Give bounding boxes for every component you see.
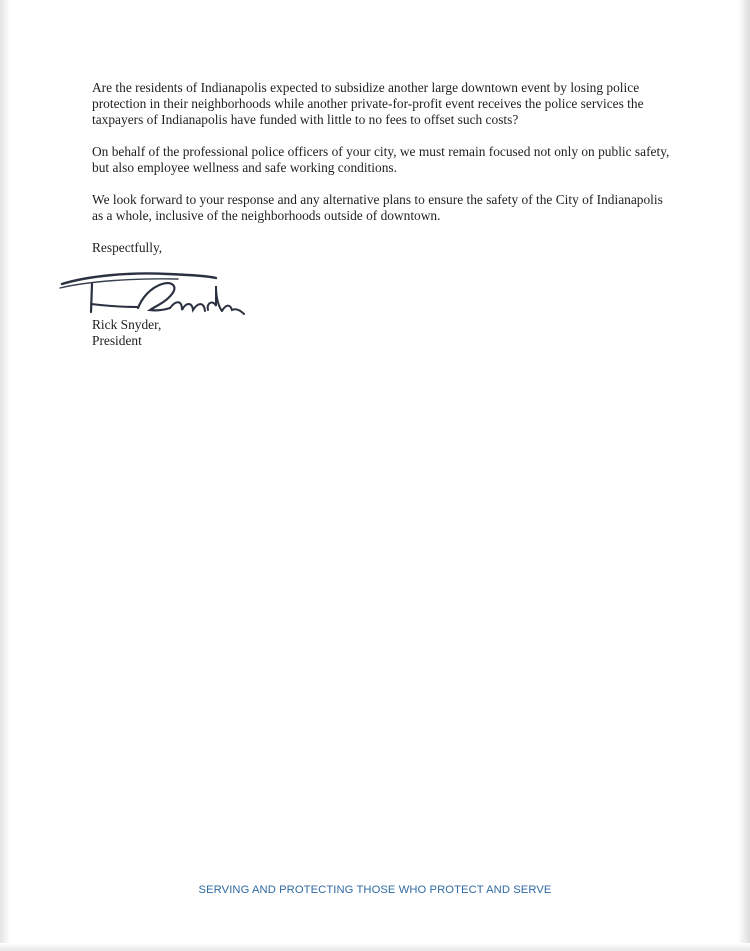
letter-body bbox=[92, 80, 672, 272]
signer-block bbox=[92, 317, 161, 349]
paragraph-officer-wellness: On behalf of the professional police officers of your city, we must remain focused not only on public safety, but also employee wellness and safe working conditions. bbox=[92, 144, 670, 175]
signer-name: Rick Snyder, bbox=[92, 317, 162, 332]
paragraph-response-request: We look forward to your response and any alternative plans to ensure the safety of the City of Indianapolis as a whole, inclusive of the neighborhoods outside of downtown. bbox=[92, 192, 663, 223]
signer-title: President bbox=[92, 333, 142, 348]
closing-salutation: Respectfully, bbox=[92, 240, 163, 255]
page-shadow-left bbox=[0, 0, 10, 951]
paragraph-subsidize-question: Are the residents of Indianapolis expected to subsidize another large downtown event by losing police protection in their neighborhoods while another private-for-profit event receives the police services the taxpayers of Indianapolis have funded with little to no fees to offset such costs? bbox=[92, 80, 644, 127]
page-shadow-right bbox=[738, 0, 750, 951]
footer-motto: SERVING AND PROTECTING THOSE WHO PROTECT AND SERVE bbox=[198, 884, 552, 896]
page-shadow-bottom bbox=[0, 943, 750, 951]
